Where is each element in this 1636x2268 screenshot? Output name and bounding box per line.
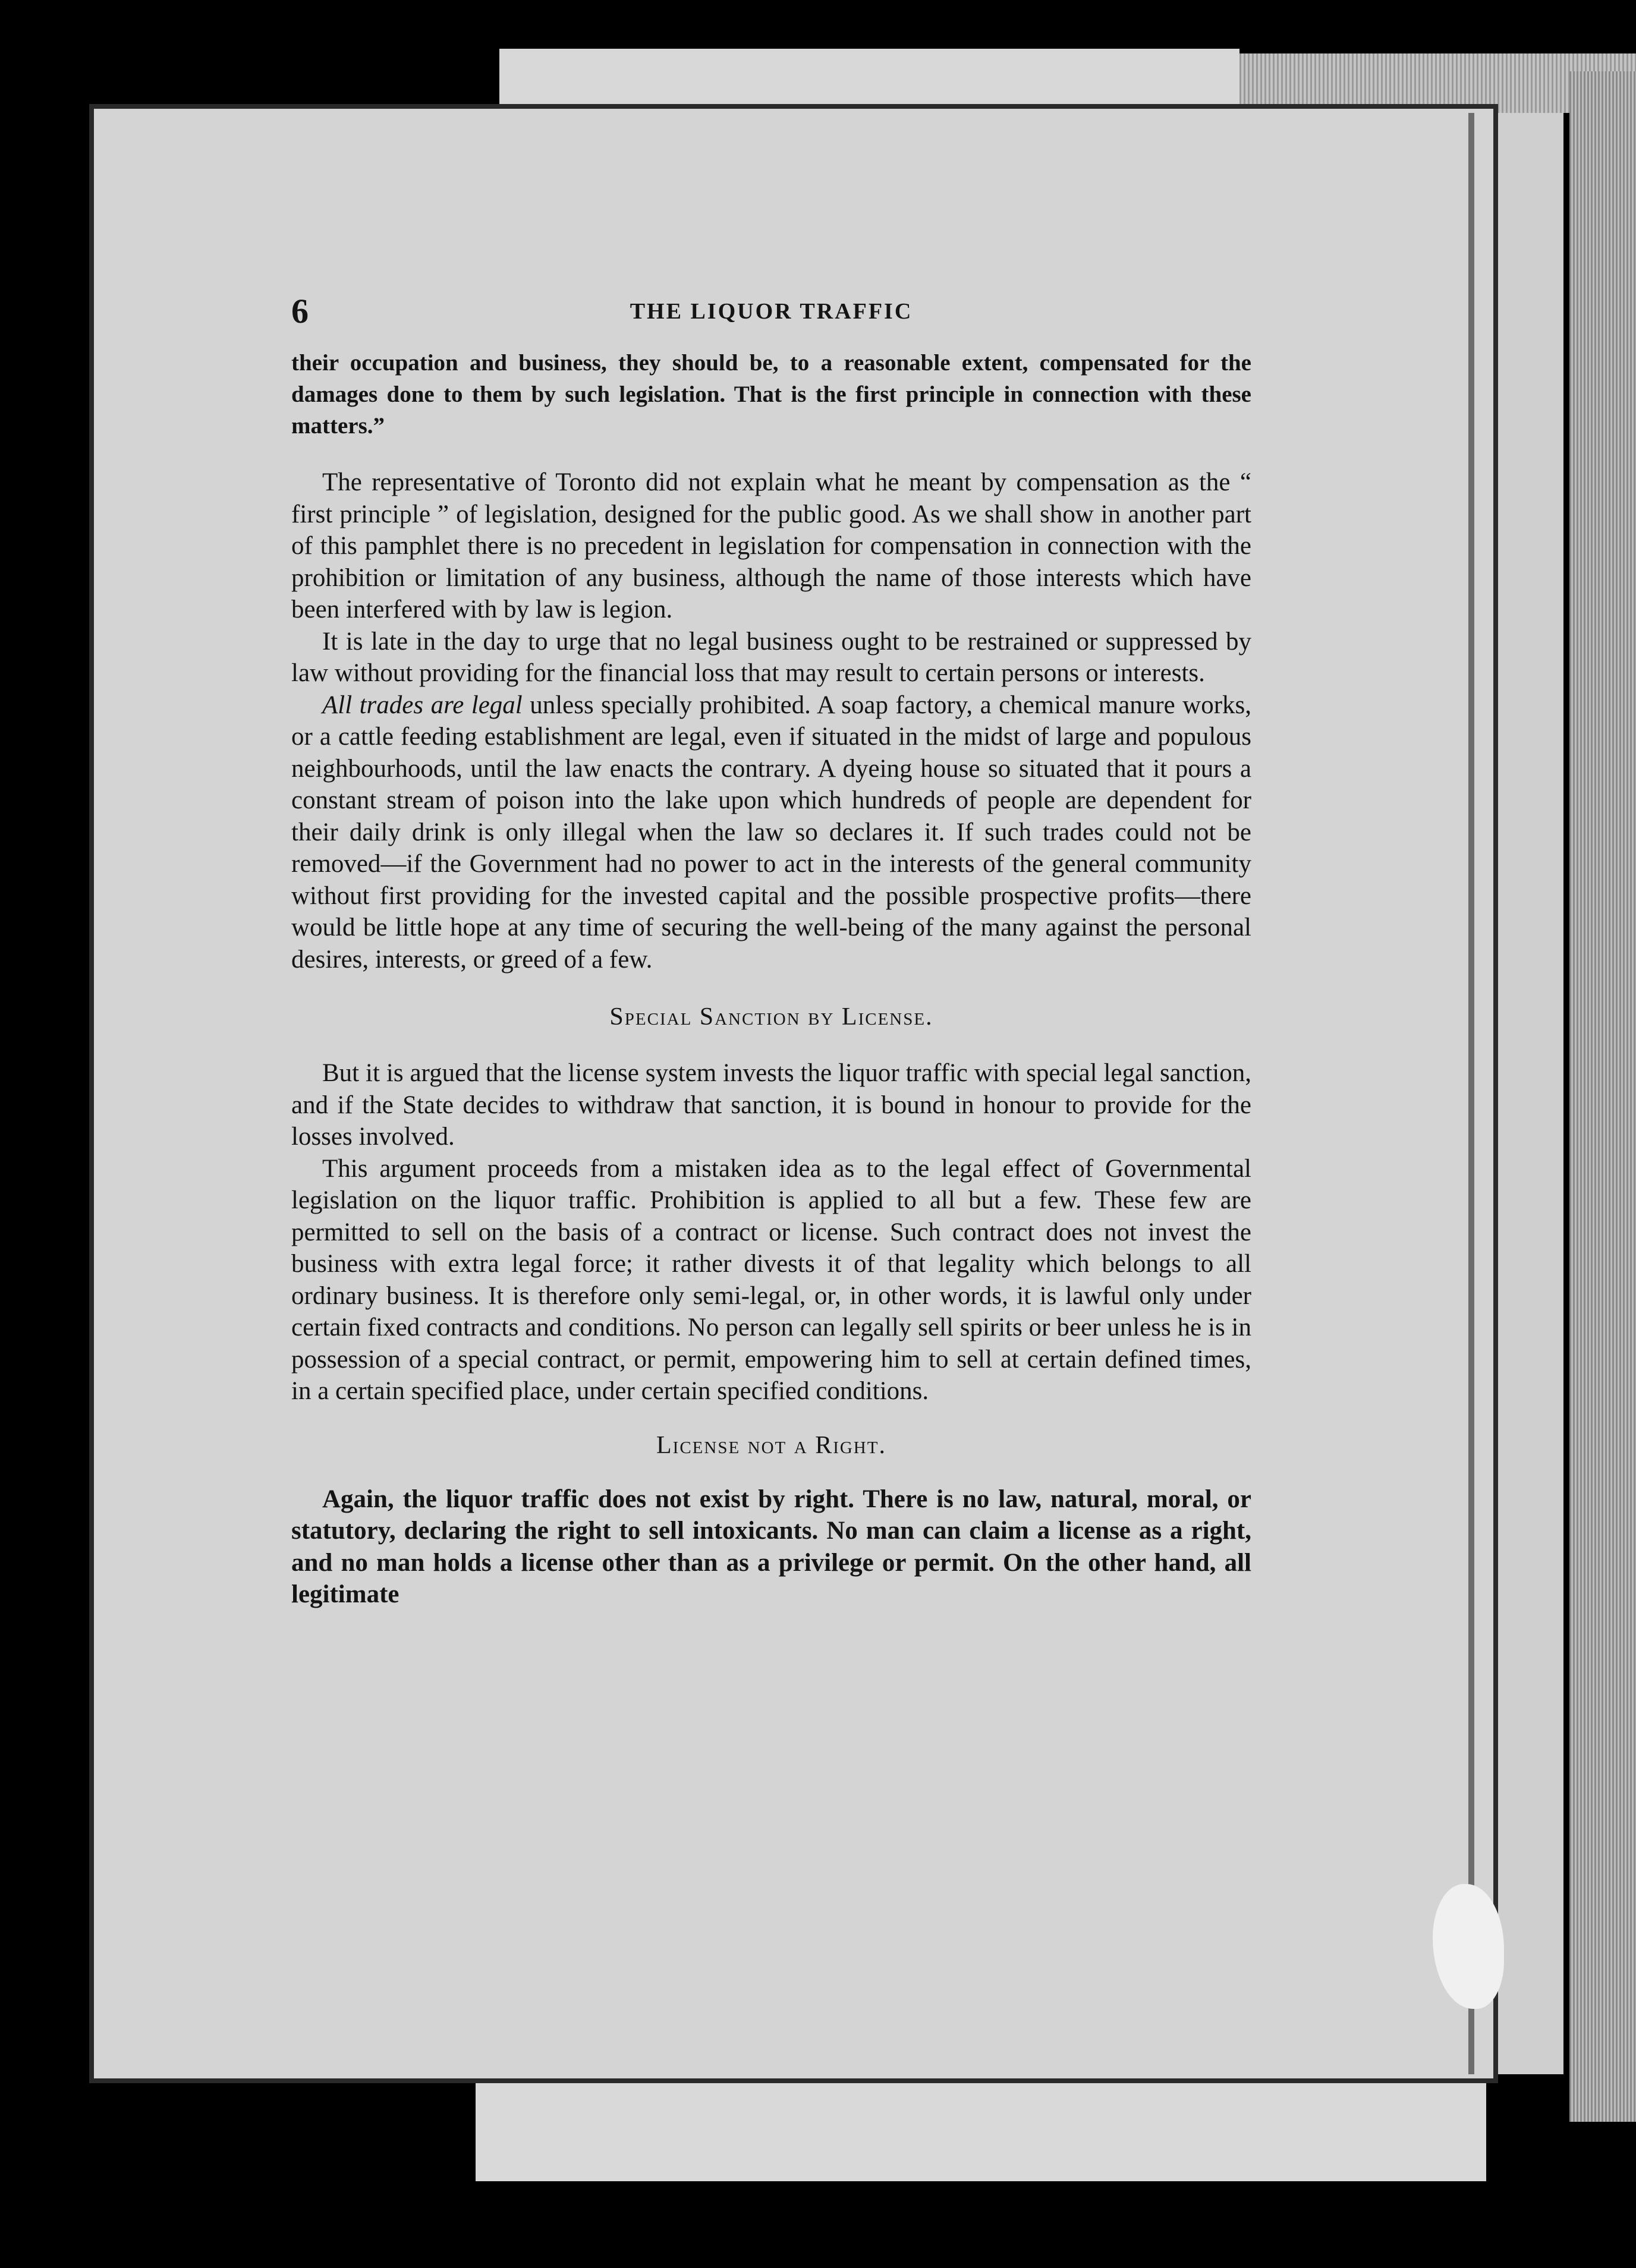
paragraph-license-system: But it is argued that the license system invests the liquor traffic with special legal sanction, and if the State decides to withdraw that sanction, it is bound in honour to provide for the losses involved. [291, 1059, 1251, 1151]
paragraph-late-in-day: It is late in the day to urge that no legal business ought to be restrained or suppressed by law without providing for the financial loss that may result to certain persons or interests. [291, 627, 1251, 687]
paragraph-mistaken-idea: This argument proceeds from a mistaken idea as to the legal effect of Governmental legislation on the liquor traffic. Prohibition is applied to all but a few. These few are permitted to sell on the basis of a contract or license. Such contract does not invest the business with extra legal force; it rather divests it of that legality which belongs to all ordinary business. It is therefore only semi-legal, or, in other words, it is lawful only under certain fixed contracts and conditions. No person can legally sell spirits or beer unless he is in possession of a special contract, or permit, empowering him to sell at certain defined times, in a certain specified place, under certain specified conditions. [291, 1154, 1251, 1405]
page-text [291, 291, 1251, 1611]
quote-continuation: their occupation and business, they should be, to a reasonable extent, compensated for the damages done to them by such legislation. That is the first principle in connection with these matters.” [291, 350, 1251, 439]
running-title: THE LIQUOR TRAFFIC [630, 299, 913, 324]
section-heading-license-not-right: License not a Right. [656, 1431, 886, 1459]
paragraph-compensation: The representative of Toronto did not explain what he meant by compensation as the “ first principle ” of legislation, designed for the public good. As we shall show in another part of this pamphlet there is no precedent in legislation for compensation in connection with the prohibition or limitation of any business, although the name of those interests which have been interfered with by law is legion. [291, 468, 1251, 623]
page-number: 6 [291, 292, 309, 330]
paragraph-all-trades-text: unless specially prohibited. A soap factory, a chemical manure works, or a cattle feeding establishment are legal, even if situated in the midst of large and populous neighbourhoods, until the law enacts the contrary. A dyeing house so situated that it pours a constant stream of poison into the lake upon which hundreds of people are dependent for their daily drink is only illegal when the law so declares it. If such trades could not be removed—if the Government had no power to act in the interests of the general community without first providing for the invested capital and the possible prospective profits—there would be little hope at any time of securing the well-being of the many against the personal desires, interests, or greed of a few. [291, 691, 1251, 974]
section-heading-special-sanction: Special Sanction by License. [609, 1003, 933, 1031]
paragraph-no-right: Again, the liquor traffic does not exist by right. There is no law, natural, moral, or statutory, declaring the right to sell intoxicants. No man can claim a license as a right, and no man holds a license other than as a privilege or permit. On the other hand, all legitimate [291, 1485, 1251, 1608]
page-gutter [1468, 113, 1474, 2074]
running-head [291, 291, 1251, 333]
scan-right-fringe [1569, 71, 1636, 2122]
italic-lead-in: All trades are legal [322, 691, 523, 719]
paragraph-all-trades [291, 689, 1251, 976]
